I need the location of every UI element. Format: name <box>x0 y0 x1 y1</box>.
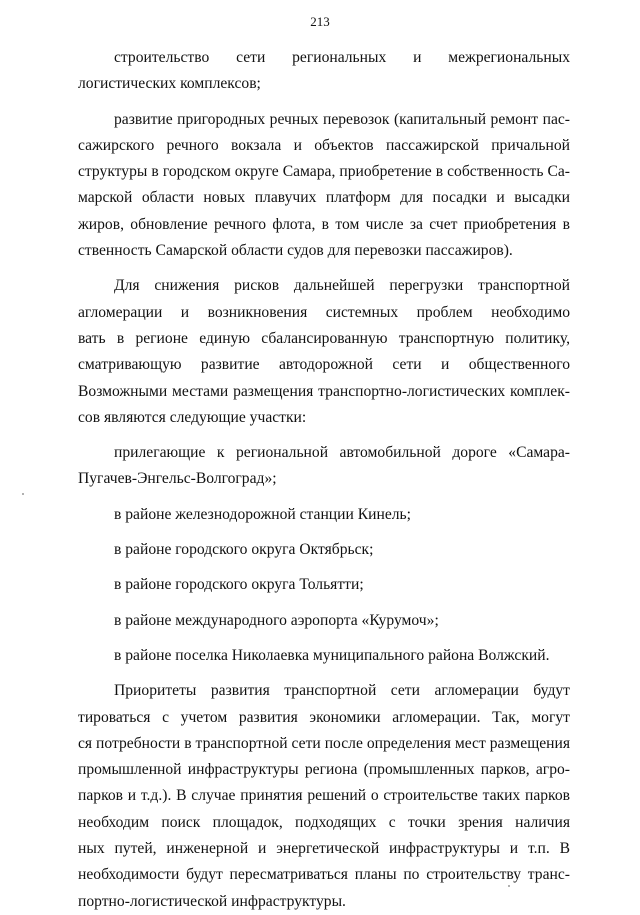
text-line: Пугачев-Энгельс-Волгоград»; <box>78 470 277 488</box>
paragraph <box>78 572 570 598</box>
paragraph <box>78 643 570 669</box>
text-line: в районе городского округа Тольятти; <box>114 576 364 594</box>
text-line: ственность Самарской области судов для перевозки пассажиров). <box>78 242 513 260</box>
text-line: в районе поселка Николаевка муниципального района Волжский. <box>114 646 550 664</box>
text-line: ных путей, инженерной и энергетической инфраструктуры и т.п. В <box>78 840 570 858</box>
text-line: промышленной инфраструктуры региона (промышленных парков, агро- <box>78 761 570 779</box>
text-line: тироваться с учетом развития экономики агломерации. Так, могут <box>78 708 570 726</box>
text-line: Приоритеты развития транспортной сети агломерации будут <box>114 682 570 700</box>
text-line: Для снижения рисков дальнейшей перегрузки транспортной <box>114 277 570 295</box>
text-line: сматривающую развитие автодорожной сети и общественного <box>78 356 570 374</box>
text-line: вать в регионе единую сбалансированную транспортную политику, <box>78 329 570 347</box>
text-line: развитие пригородных речных перевозок (капитальный ремонт пас- <box>114 110 570 128</box>
text-line: в районе международного аэропорта «Курумоч»; <box>114 611 439 629</box>
text-line: парков и т.д.). В случае принятия решений о строительстве таких парков <box>78 787 570 805</box>
text-line: в районе городского округа Октябрьск; <box>114 541 374 559</box>
paragraph <box>78 608 570 634</box>
text-line: логистических комплексов; <box>78 75 261 93</box>
page-number: 213 <box>310 14 330 29</box>
paragraph <box>78 537 570 563</box>
paragraph <box>78 678 570 915</box>
text-line: Возможными местами размещения транспортно-логистических комплек- <box>78 382 570 400</box>
text-line: агломерации и возникновения системных проблем необходимо <box>78 303 570 321</box>
text-line: строительство сети региональных и межрегиональных <box>114 49 570 66</box>
text-line: необходимости будут пересматриваться планы по строительству транс- <box>78 866 570 884</box>
text-line: в районе железнодорожной станции Кинель; <box>114 505 411 523</box>
scan-speck <box>22 493 24 495</box>
text-line: портно-логистической инфраструктуры. <box>78 892 346 910</box>
paragraph <box>78 440 570 493</box>
text-line: ся потребности в транспортной сети после определения мест размещения <box>78 734 570 752</box>
text-line: сов являются следующие участки: <box>78 408 307 426</box>
paragraph <box>78 45 570 98</box>
document-body <box>78 45 570 915</box>
scan-speck <box>508 885 510 887</box>
paragraph <box>78 107 570 265</box>
text-line: марской области новых плавучих платформ для посадки и высадки <box>78 189 570 207</box>
text-line: прилегающие к региональной автомобильной дороге «Самара- <box>114 444 570 462</box>
paragraph <box>78 502 570 528</box>
paragraph <box>78 273 570 431</box>
text-line: жиров, обновление речного флота, в том числе за счет приобретения в <box>78 215 570 233</box>
text-line: необходим поиск площадок, подходящих с точки зрения наличия <box>78 813 570 831</box>
text-line: структуры в городском округе Самара, приобретение в собственность Са- <box>78 163 570 181</box>
text-line: сажирского речного вокзала и объектов пассажирской причальной <box>78 136 570 154</box>
